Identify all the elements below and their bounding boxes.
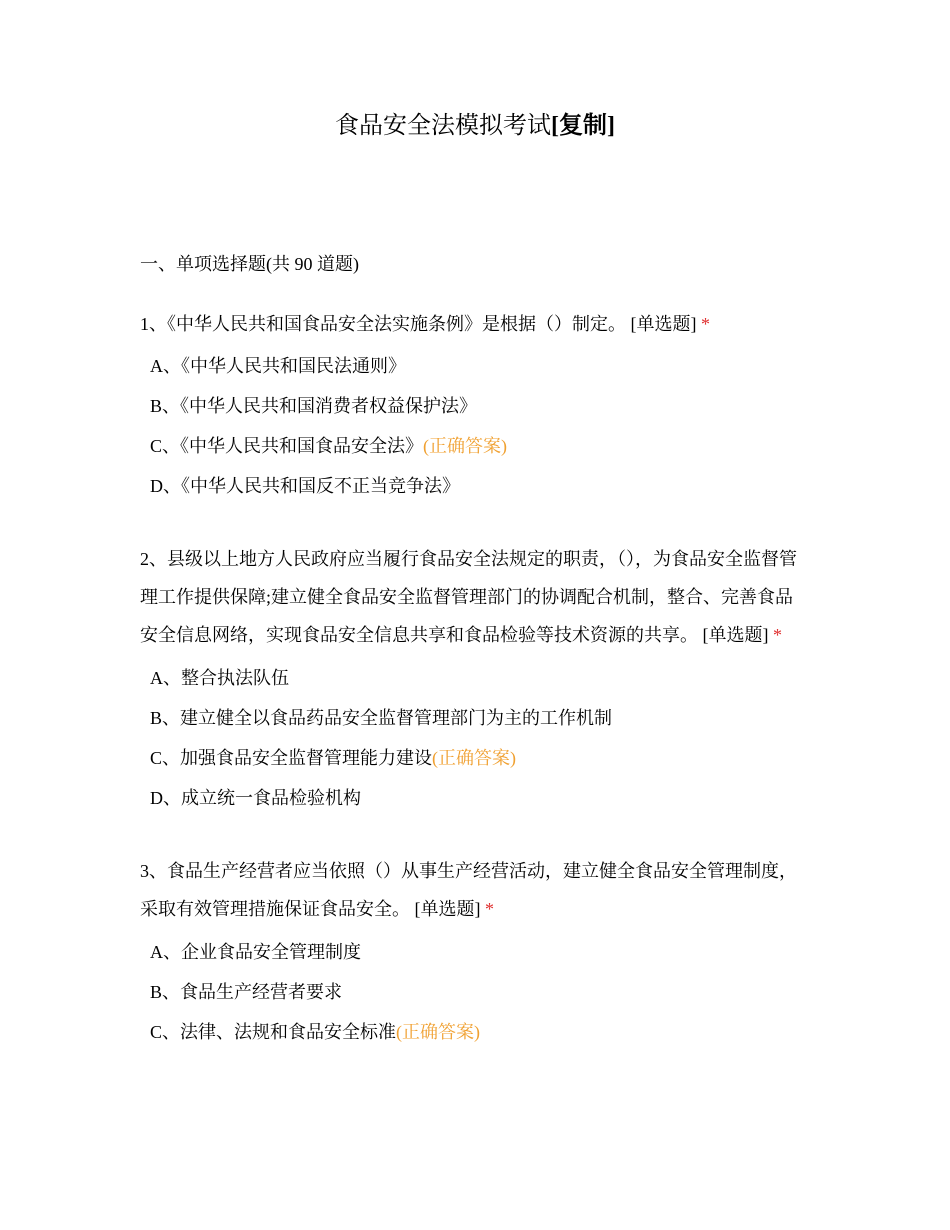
option-label: D、《中华人民共和国反不正当竞争法》 [150,476,460,496]
option-b[interactable] [150,972,810,1012]
option-list [140,658,810,818]
option-label: C、法律、法规和食品安全标准 [150,1022,397,1042]
question-stem [140,310,810,338]
option-label: A、整合执法队伍 [150,668,289,688]
option-label: B、食品生产经营者要求 [150,982,343,1002]
correct-answer-mark: (正确答案) [423,436,508,456]
section-heading: 一、单项选择题(共 90 道题) [140,254,359,274]
option-d[interactable] [150,466,810,506]
title-copy-suffix: [复制] [551,113,615,139]
question-1 [140,310,810,506]
required-star: * [773,625,782,645]
question-text: 2、县级以上地方人民政府应当履行食品安全法规定的职责，（），为食品安全监督管理工作提供保障;建立健全食品安全监督管理部门的协调配合机制，整合、完善食品安全信息网络，实现食品安全信息共享和食品检验等技术资源的共享。 [单选题] [140,549,797,645]
required-star: * [701,314,710,334]
option-list [140,932,810,1052]
required-star: * [485,899,494,919]
option-a[interactable] [150,932,810,972]
question-stem [140,540,810,654]
option-label: A、《中华人民共和国民法通则》 [150,356,406,376]
question-3 [140,852,810,1052]
question-2 [140,540,810,818]
option-b[interactable] [150,386,810,426]
title-main: 食品安全法模拟考试 [335,113,551,139]
option-label: A、企业食品安全管理制度 [150,942,361,962]
option-label: C、加强食品安全监督管理能力建设 [150,748,433,768]
option-label: D、成立统一食品检验机构 [150,788,361,808]
option-list [140,346,810,506]
question-spacer [140,818,810,852]
option-c[interactable] [150,1012,810,1052]
option-a[interactable] [150,658,810,698]
exam-content [140,250,810,1052]
option-b[interactable] [150,698,810,738]
question-text: 1、《中华人民共和国食品安全法实施条例》是根据（）制定。 [单选题] [140,314,697,334]
correct-answer-mark: (正确答案) [396,1022,481,1042]
option-label: B、建立健全以食品药品安全监督管理部门为主的工作机制 [150,708,613,728]
option-a[interactable] [150,346,810,386]
page-title [0,110,950,142]
option-d[interactable] [150,778,810,818]
option-c[interactable] [150,738,810,778]
question-spacer [140,506,810,540]
question-stem [140,852,810,928]
option-label: C、《中华人民共和国食品安全法》 [150,436,424,456]
question-text: 3、食品生产经营者应当依照（）从事生产经营活动，建立健全食品安全管理制度，采取有效管理措施保证食品安全。 [单选题] [140,861,797,919]
correct-answer-mark: (正确答案) [432,748,517,768]
option-label: B、《中华人民共和国消费者权益保护法》 [150,396,478,416]
option-c[interactable] [150,426,810,466]
